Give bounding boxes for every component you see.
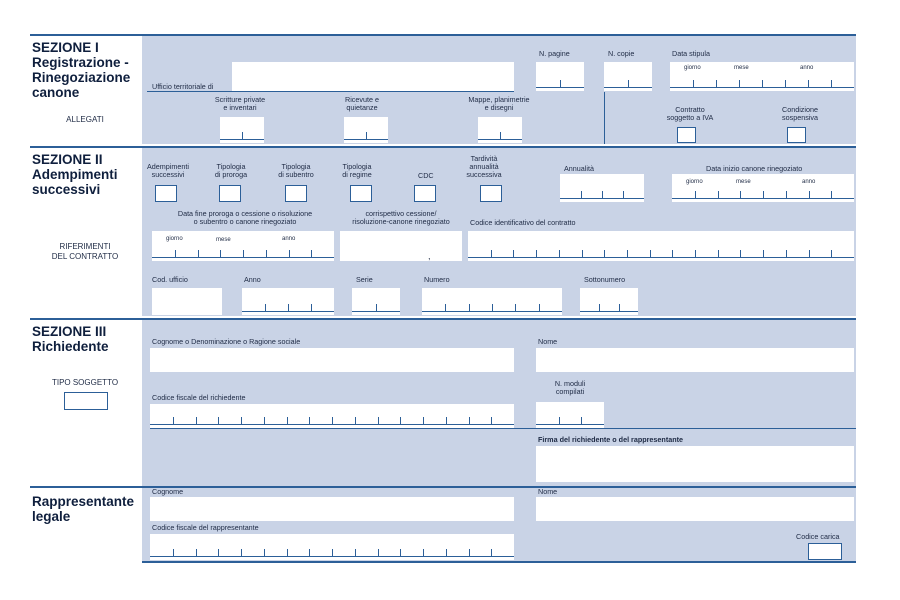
tick-baseline [422,311,562,312]
tardivita-label: Tardività annualità successiva [466,154,502,179]
codice-carica-field[interactable] [808,543,842,560]
codice-carica-label: Codice carica [796,532,840,541]
rapp-nome-label: Nome [538,487,558,496]
firma-field[interactable] [536,446,854,482]
inizio-mese-label: mese [736,179,751,185]
section1-title: SEZIONE I Registrazione - Rinegoziazione canone [32,40,131,100]
tick-baseline [604,87,652,88]
fine-mese-label: mese [216,237,231,243]
n-copie-label: N. copie [608,49,635,58]
serie-ticks [352,304,400,312]
corrispettivo-label: corrispettivo cessione/ risoluzione-canone rinegoziato [352,209,450,226]
tick-baseline [478,139,522,140]
contratto-iva-label: Contratto soggetto a IVA [666,105,714,122]
tick-baseline [468,257,854,258]
stipula-anno-label: anno [800,65,814,71]
ricevute-label: Ricevute e quietanze [345,95,379,112]
tick-baseline [536,87,584,88]
numero-label: Numero [424,275,450,284]
scritture-ticks [220,132,264,140]
data-inizio-ticks [672,191,854,199]
adempimenti-label: Adempimenti successivi [147,162,189,179]
numero-ticks [422,304,562,312]
tip-subentro-label: Tipologia di subentro [278,162,314,179]
tick-baseline [242,311,334,312]
n-copie-field[interactable] [604,62,652,91]
tardivita-field[interactable] [480,185,502,202]
codice-id-field[interactable] [468,231,854,261]
mappe-ticks [478,132,522,140]
annualita-ticks [560,191,644,199]
tick-baseline [672,198,854,199]
inizio-giorno-label: giorno [686,179,703,185]
section4-bottom-rule [142,561,856,563]
data-fine-ticks [152,250,334,258]
section4-title: Rappresentante legale [32,494,135,524]
contratto-iva-checkbox[interactable] [677,127,696,143]
mappe-field[interactable] [478,117,522,143]
cod-ufficio-label: Cod. ufficio [152,275,188,284]
n-pagine-label: N. pagine [539,49,570,58]
rapp-codice-fiscale-label: Codice fiscale del rappresentante [152,523,259,532]
numero-field[interactable] [422,288,562,315]
rapp-cognome-field[interactable] [150,497,514,521]
cdc-field[interactable] [414,185,436,202]
corrispettivo-comma: , [428,251,431,261]
tick-baseline [670,87,854,88]
firma-label: Firma del richiedente o del rappresentante [538,435,683,444]
section2-title: SEZIONE II Adempimenti successivi [32,152,118,197]
tick-baseline [150,424,514,425]
nome-field[interactable] [536,348,854,372]
anno-label: Anno [244,275,261,284]
codice-fiscale-label: Codice fiscale del richiedente [152,393,246,402]
tick-baseline [344,139,388,140]
allegati-label: ALLEGATI [66,115,104,124]
rapp-codice-fiscale-ticks [150,549,514,557]
sottonumero-ticks [580,304,638,312]
inizio-anno-label: anno [802,179,816,185]
tick-baseline [150,556,514,557]
tick-baseline [560,198,644,199]
tip-regime-field[interactable] [350,185,372,202]
corrispettivo-field[interactable] [340,231,462,261]
cod-ufficio-field[interactable] [152,288,222,315]
section1-divider [604,92,605,144]
fine-giorno-label: giorno [166,236,183,242]
ufficio-underline [147,91,514,92]
tipo-soggetto-label: TIPO SOGGETTO [51,378,119,387]
n-pagine-ticks [536,80,584,88]
nome-label: Nome [538,337,558,346]
anno-ticks [242,304,334,312]
data-inizio-label: Data inizio canone rinegoziato [706,164,803,173]
data-fine-label: Data fine proroga o cessione o risoluzione o subentro o canone rinegoziato [177,209,313,226]
n-pagine-field[interactable] [536,62,584,91]
condizione-checkbox[interactable] [787,127,806,143]
tipo-soggetto-field[interactable] [64,392,108,410]
section3-title: SEZIONE III Richiedente [32,324,109,354]
n-moduli-field[interactable] [536,402,604,428]
serie-label: Serie [356,275,373,284]
tip-regime-label: Tipologia di regime [342,162,372,179]
tick-baseline [536,424,604,425]
cdc-label: CDC [418,171,434,180]
adempimenti-field[interactable] [155,185,177,202]
scritture-field[interactable] [220,117,264,143]
tip-proroga-label: Tipologia di proroga [214,162,248,179]
stipula-giorno-label: giorno [684,65,701,71]
ufficio-field[interactable] [232,62,514,91]
tick-baseline [152,257,334,258]
rapp-codice-fiscale-field[interactable] [150,534,514,560]
codice-fiscale-underline [150,428,856,429]
rapp-nome-field[interactable] [536,497,854,521]
anno-field[interactable] [242,288,334,315]
n-copie-ticks [604,80,652,88]
tick-baseline [580,311,638,312]
annualita-label: Annualità [564,164,594,173]
annualita-field[interactable] [560,174,644,202]
data-stipula-label: Data stipula [672,49,710,58]
codice-fiscale-field[interactable] [150,404,514,428]
riferimenti-label: RIFERIMENTI DEL CONTRATTO [51,242,119,261]
tip-proroga-field[interactable] [219,185,241,202]
cognome-label: Cognome o Denominazione o Ragione sociale [152,337,301,346]
n-moduli-ticks [536,417,604,425]
tick-baseline [220,139,264,140]
codice-id-label: Codice identificativo del contratto [470,218,576,227]
condizione-label: Condizione sospensiva [782,105,818,122]
serie-field[interactable] [352,288,400,315]
codice-id-ticks [468,250,854,258]
stipula-mese-label: mese [734,65,749,71]
data-stipula-ticks [670,80,854,88]
sottonumero-field[interactable] [580,288,638,315]
ricevute-field[interactable] [344,117,388,143]
cognome-field[interactable] [150,348,514,372]
ricevute-ticks [344,132,388,140]
n-moduli-label: N. moduli compilati [554,379,586,396]
ufficio-label: Ufficio territoriale di [152,82,214,91]
rapp-cognome-label: Cognome [152,487,184,496]
fine-anno-label: anno [282,236,296,242]
tick-baseline [352,311,400,312]
scritture-label: Scritture private e inventari [214,95,266,112]
codice-fiscale-ticks [150,417,514,425]
tip-subentro-field[interactable] [285,185,307,202]
mappe-label: Mappe, planimetrie e disegni [468,95,530,112]
sottonumero-label: Sottonumero [584,275,626,284]
